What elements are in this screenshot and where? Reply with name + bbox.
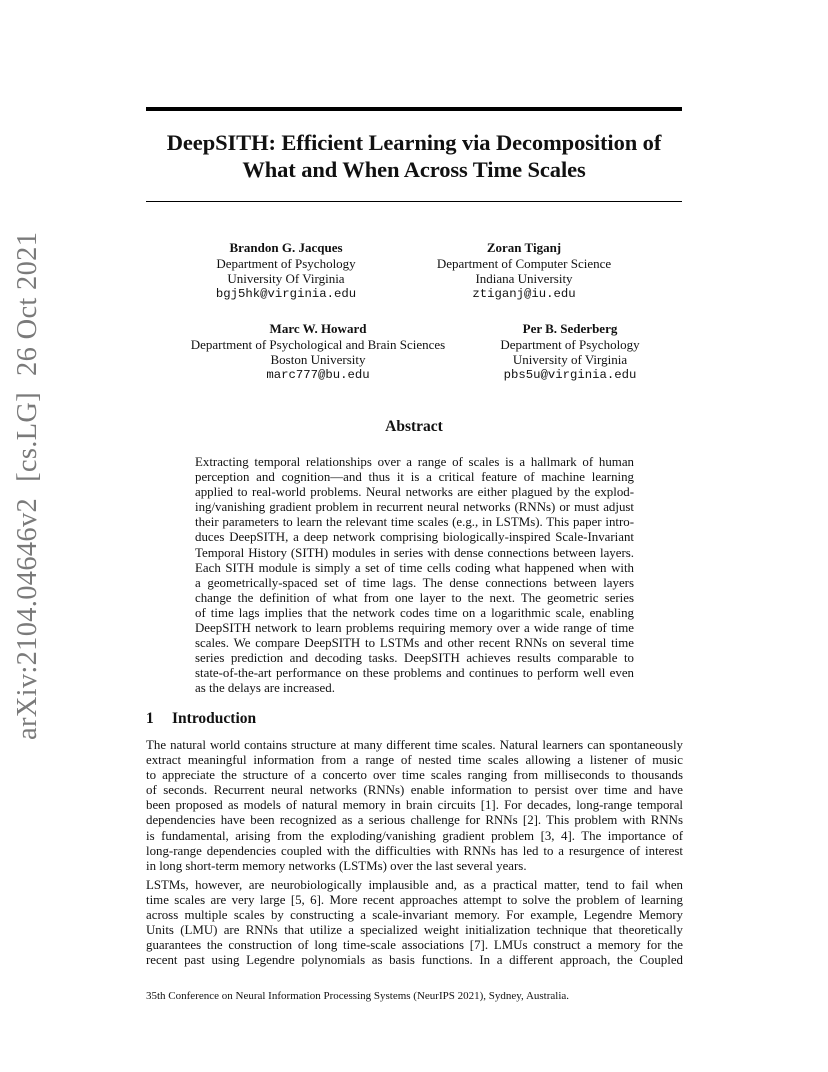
paragraph-line: The natural world contains structure at many different time scales. Natural learners can spontaneously — [146, 738, 683, 752]
abstract-line: Extracting temporal relationships over a range of scales is a hallmark of human — [195, 455, 634, 469]
title-line-2: What and When Across Time Scales — [242, 157, 586, 182]
author-institution: Boston University — [270, 352, 366, 367]
abstract-line: their parameters to learn the relevant time scales (e.g., in LSTMs). This paper intro- — [195, 515, 634, 530]
abstract-line: scales. We compare DeepSITH to LSTMs and other recent RNNs on several time — [195, 636, 634, 651]
author-dept: Department of Psychological and Brain Sciences — [190, 336, 446, 352]
author-name: Marc W. Howard — [269, 321, 367, 336]
author-dept: Department of Psychology — [500, 336, 640, 352]
paragraph-line: time scales are very large [5, 6]. More recent approaches attempt to solve the problem of learning — [146, 893, 683, 908]
author-block — [424, 240, 624, 302]
abstract-line: ing/vanishing gradient problem in recurrent neural networks (RNNs) or must adjust — [195, 500, 634, 515]
abstract-line: DeepSITH network to learn problems requiring memory over a wide range of time — [195, 621, 634, 636]
paragraph-line: Units (LMU) are RNNs that utilize a specialized weight initialization technique that theoretically — [146, 923, 683, 938]
title-line-1: DeepSITH: Efficient Learning via Decomposition of — [166, 130, 662, 155]
conference-footnote: 35th Conference on Neural Information Processing Systems (NeurIPS 2021), Sydney, Australia. — [146, 990, 570, 1002]
author-dept: Department of Psychology — [216, 255, 356, 271]
arxiv-stamp — [6, 231, 50, 740]
author-institution: Indiana University — [475, 271, 573, 286]
abstract-line: state-of-the-art performance on these problems and continues to perform well even — [195, 666, 634, 681]
author-institution: University of Virginia — [512, 352, 628, 367]
paragraph-line: LSTMs, however, are neurobiologically implausible and, as a practical matter, tend to fail when — [146, 878, 683, 892]
paragraph-line: guarantees the construction of long time-scale associations [7]. LMUs construct a memory for the — [146, 938, 683, 953]
author-institution: University Of Virginia — [227, 271, 345, 286]
author-dept: Department of Computer Science — [436, 255, 612, 271]
title-bottom-rule — [146, 201, 682, 202]
intro-paragraph-2 — [146, 878, 683, 969]
paragraph-line: across multiple scales by constructing a scale-invariant memory. For example, Legendre Memory — [146, 908, 683, 923]
author-name: Zoran Tiganj — [486, 240, 562, 255]
author-name: Brandon G. Jacques — [229, 240, 343, 255]
intro-paragraph-1 — [146, 738, 683, 874]
title-top-rule — [146, 107, 682, 111]
paragraph-line: been proposed as models of natural memory in brain circuits [1]. For decades, long-range temporal — [146, 798, 683, 813]
abstract-line: series prediction and decoding tasks. DeepSITH achieves results comparable to — [195, 651, 634, 666]
abstract-line: as the delays are increased. — [195, 681, 335, 696]
paragraph-line: long-range dependencies coupled with the difficulties with RNNs has led to a resurgence of interest — [146, 843, 683, 858]
author-name: Per B. Sederberg — [522, 321, 618, 336]
paragraph-line: of seconds. Recurrent neural networks (RNNs) enable information to persist over time and have — [146, 783, 683, 798]
abstract-heading: Abstract — [385, 418, 443, 435]
abstract-line: duces DeepSITH, a deep network comprising biologically-inspired Scale-Invariant — [195, 530, 634, 545]
paragraph-line: extract meaningful information from a range of nested time scales allowing a listener of music — [146, 753, 683, 768]
author-email: bgj5hk@virginia.edu — [215, 286, 357, 301]
paragraph-line: to appreciate the structure of a concerto over time scales ranging from milliseconds to thousands — [146, 768, 683, 783]
abstract-line: applied to real-world problems. Neural networks are either plagued by the explod- — [195, 485, 634, 500]
section-number: 1 — [146, 710, 154, 727]
paper-title — [146, 129, 682, 183]
section-title: Introduction — [172, 710, 257, 727]
abstract-line: a geometrically-spaced set of time lags. The dense connections between layers — [195, 575, 634, 590]
author-block — [176, 321, 460, 383]
author-email: ztiganj@iu.edu — [472, 286, 576, 301]
abstract-body — [195, 455, 634, 697]
paragraph-line: in long short-term memory networks (LSTMs) over the last several years. — [146, 858, 527, 873]
section-heading-introduction — [146, 710, 256, 728]
author-email: pbs5u@virginia.edu — [503, 367, 637, 382]
abstract-line: perception and cognition—and thus it is a critical feature of machine learning — [195, 470, 634, 485]
paragraph-line: recent past using Legendre polynomials as basis functions. In a different approach, the Coupled — [146, 953, 683, 968]
abstract-line: Temporal History (SITH) modules in series with dense connections between layers. — [195, 545, 634, 560]
arxiv-category: [cs.LG] — [12, 391, 43, 482]
paragraph-line: dependencies have been recognized as a serious challenge for RNNs [2]. This problem with RNNs — [146, 813, 683, 828]
paragraph-line: is fundamental, arising from the exploding/vanishing gradient problem [3, 4]. The importance of — [146, 828, 683, 843]
arxiv-date: 26 Oct 2021 — [12, 231, 43, 376]
arxiv-id: arXiv:2104.04646v2 — [12, 497, 43, 740]
author-block — [186, 240, 386, 302]
abstract-line: change the definition of what from one layer to the next. The geometric series — [195, 590, 634, 605]
abstract-line: Each SITH module is simply a set of time cells coding what happened when with — [195, 560, 634, 575]
author-email: marc777@bu.edu — [266, 367, 370, 382]
author-block — [484, 321, 656, 383]
abstract-line: of time lags implies that the network codes time on a logarithmic scale, enabling — [195, 605, 634, 620]
